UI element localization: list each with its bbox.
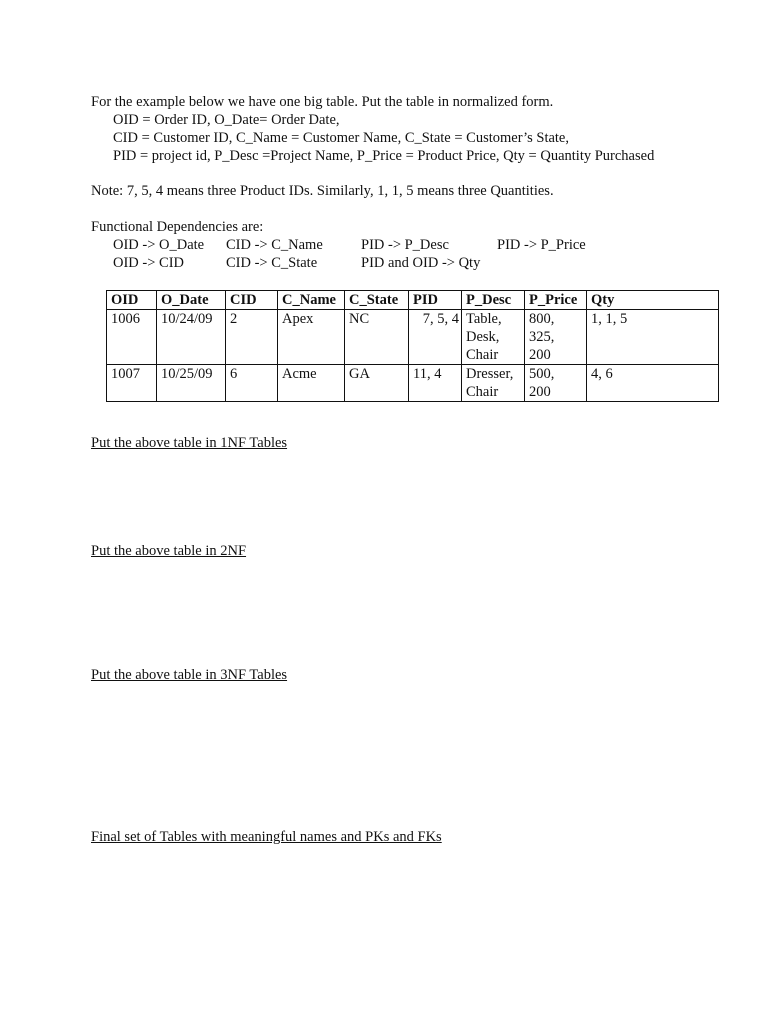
p-desc-item: Chair — [466, 347, 499, 363]
order-table — [106, 290, 719, 402]
cell-pid: 7, 5, 4 — [409, 310, 462, 365]
p-desc-item: Desk, — [466, 329, 500, 345]
cell-c-name: Apex — [278, 310, 345, 365]
header-p-desc: P_Desc — [462, 291, 525, 310]
p-price-item: 500, — [529, 366, 555, 382]
fd-pid-pprice: PID -> P_Price — [497, 237, 586, 253]
cell-c-name: Acme — [278, 365, 345, 402]
table-header-row — [107, 291, 719, 310]
fd-heading: Functional Dependencies are: — [91, 219, 264, 235]
intro-line-4: PID = project id, P_Desc =Project Name, P_Price = Product Price, Qty = Quantity Purchased — [113, 148, 655, 164]
p-desc-item: Chair — [466, 384, 499, 400]
header-pid: PID — [409, 291, 462, 310]
cell-o-date: 10/25/09 — [157, 365, 226, 402]
cell-p-price — [525, 310, 587, 365]
header-p-price: P_Price — [525, 291, 587, 310]
cell-p-desc — [462, 310, 525, 365]
p-price-item: 325, — [529, 329, 555, 345]
cell-cid: 2 — [226, 310, 278, 365]
table-row — [107, 365, 719, 402]
task-2nf-heading: Put the above table in 2NF — [91, 543, 247, 559]
cell-qty: 1, 1, 5 — [587, 310, 719, 365]
cell-p-desc — [462, 365, 525, 402]
p-price-item: 200 — [529, 347, 551, 363]
note-text: Note: 7, 5, 4 means three Product IDs. Similarly, 1, 1, 5 means three Quantities. — [91, 183, 554, 199]
cell-p-price — [525, 365, 587, 402]
intro-line-1: For the example below we have one big table. Put the table in normalized form. — [91, 94, 554, 110]
fd-cid-cstate: CID -> C_State — [226, 255, 318, 271]
fd-pid-oid-qty: PID and OID -> Qty — [361, 255, 481, 271]
header-oid: OID — [107, 291, 157, 310]
table-row — [107, 310, 719, 365]
p-desc-item: Table, — [466, 311, 502, 327]
header-qty: Qty — [587, 291, 719, 310]
cell-pid: 11, 4 — [409, 365, 462, 402]
intro-line-3: CID = Customer ID, C_Name = Customer Name, C_State = Customer’s State, — [113, 130, 569, 146]
cell-cid: 6 — [226, 365, 278, 402]
p-price-item: 800, — [529, 311, 555, 327]
header-o-date: O_Date — [157, 291, 226, 310]
header-c-state: C_State — [345, 291, 409, 310]
task-3nf-heading: Put the above table in 3NF Tables — [91, 667, 288, 683]
cell-oid: 1007 — [107, 365, 157, 402]
cell-o-date: 10/24/09 — [157, 310, 226, 365]
fd-pid-pdesc: PID -> P_Desc — [361, 237, 449, 253]
intro-line-2: OID = Order ID, O_Date= Order Date, — [113, 112, 340, 128]
cell-qty: 4, 6 — [587, 365, 719, 402]
cell-c-state: NC — [345, 310, 409, 365]
fd-cid-cname: CID -> C_Name — [226, 237, 323, 253]
fd-oid-odate: OID -> O_Date — [113, 237, 205, 253]
fd-oid-cid: OID -> CID — [113, 255, 184, 271]
cell-oid: 1006 — [107, 310, 157, 365]
header-cid: CID — [226, 291, 278, 310]
p-desc-item: Dresser, — [466, 366, 514, 382]
task-final-heading: Final set of Tables with meaningful names and PKs and FKs — [91, 829, 442, 845]
header-c-name: C_Name — [278, 291, 345, 310]
p-price-item: 200 — [529, 384, 551, 400]
cell-c-state: GA — [345, 365, 409, 402]
task-1nf-heading: Put the above table in 1NF Tables — [91, 435, 288, 451]
